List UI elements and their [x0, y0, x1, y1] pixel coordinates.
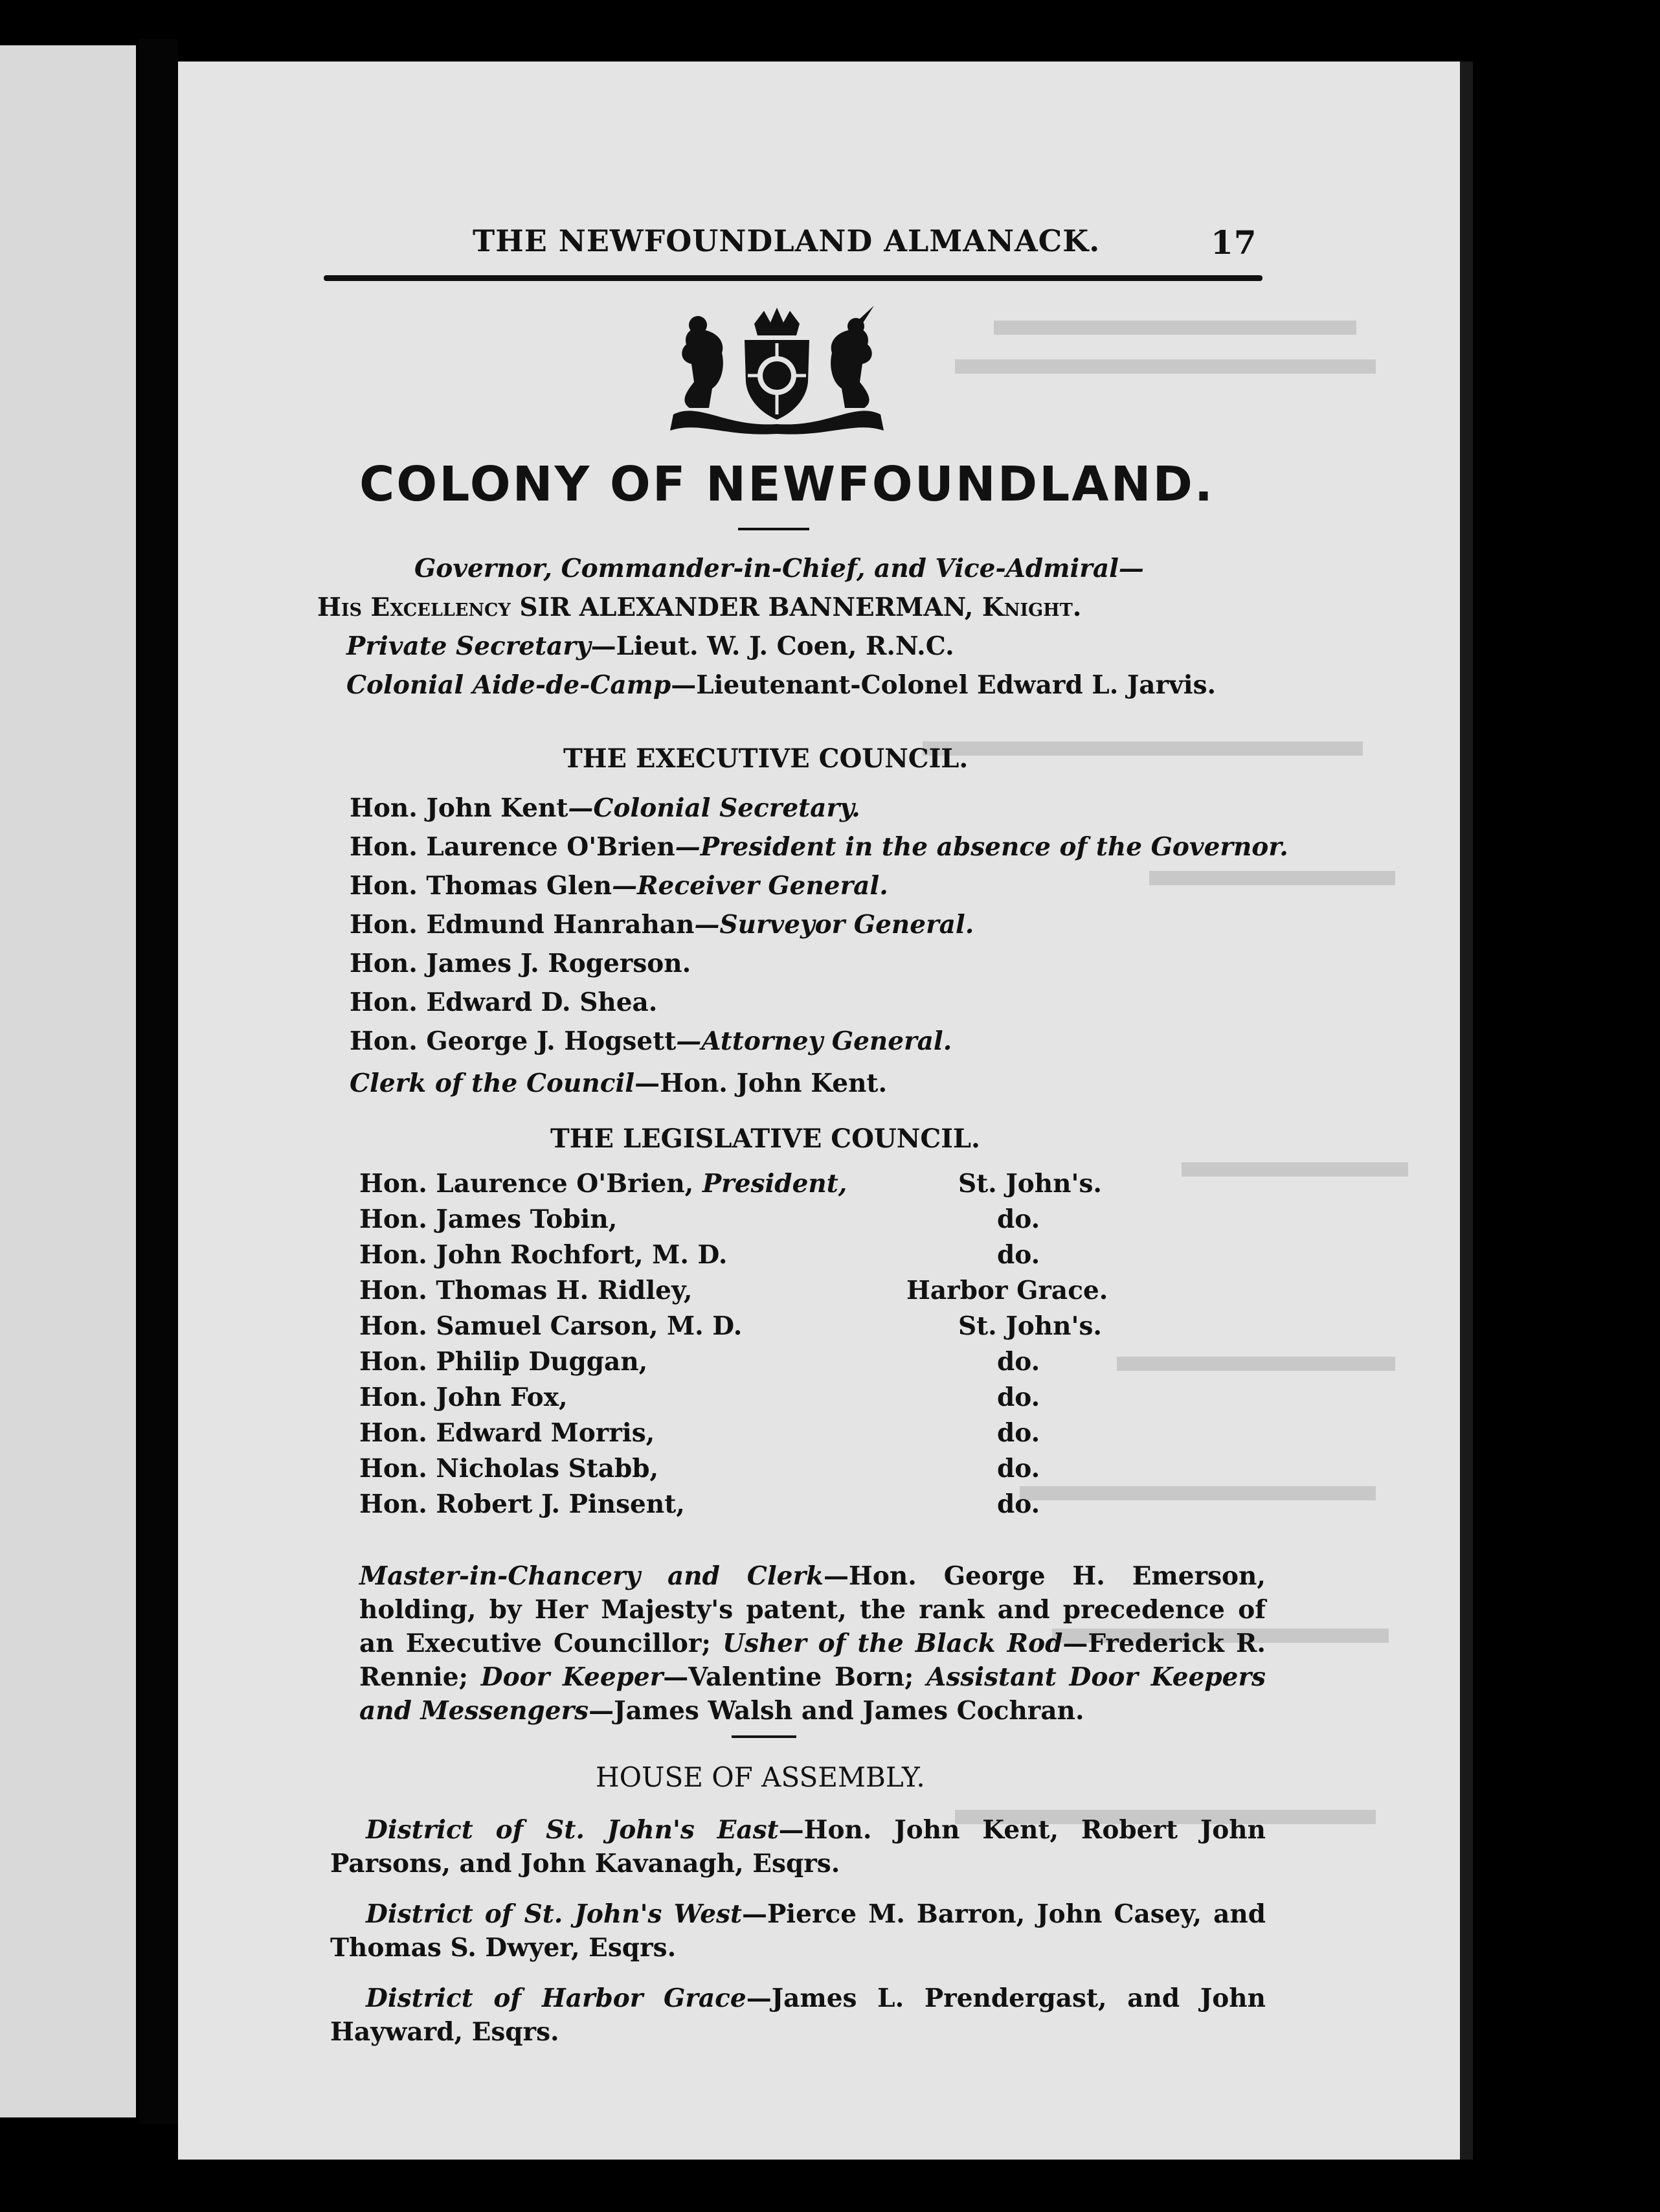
district-entry: [330, 1981, 1266, 2049]
executive-council-member: [350, 1026, 952, 1056]
page-title: COLONY OF NEWFOUNDLAND.: [359, 457, 1215, 512]
assistant-text: —James Walsh and James Cochran.: [589, 1696, 1084, 1726]
member-role: —President in the absence of the Governor.: [675, 832, 1288, 862]
legislative-council-heading: THE LEGISLATIVE COUNCIL.: [550, 1123, 980, 1154]
member-place: do.: [997, 1454, 1040, 1484]
legislative-council-member: [359, 1276, 692, 1305]
member-role: —Surveyor General.: [694, 910, 974, 940]
district-entry: [330, 1897, 1266, 1965]
legislative-council-member: [359, 1382, 568, 1412]
page-spine: [1460, 62, 1473, 2160]
member-name: Hon. Thomas H. Ridley,: [359, 1276, 693, 1305]
private-secretary-line: [346, 631, 954, 661]
member-role: —Colonial Secretary.: [568, 793, 860, 823]
member-name: Hon. Nicholas Stabb,: [359, 1454, 659, 1484]
legislative-council-member: [359, 1169, 847, 1199]
member-name: Hon. Laurence O'Brien,: [359, 1169, 702, 1199]
member-name: Hon. Robert J. Pinsent,: [359, 1489, 685, 1519]
legislative-council-member: [359, 1454, 658, 1484]
district-members: —Pierce M. Barron, John Casey, and Thomas S. Dwyer, Esqrs.: [330, 1899, 1266, 1963]
member-place: do.: [997, 1382, 1040, 1412]
member-name: Hon. John Rochfort, M. D.: [359, 1240, 728, 1270]
clerk-line: [350, 1068, 887, 1098]
member-name: Hon. James J. Rogerson.: [350, 949, 691, 978]
member-place: do.: [997, 1489, 1040, 1519]
governor-heading: Governor, Commander-in-Chief, and Vice-Admiral—: [414, 554, 1144, 583]
member-name: Hon. George J. Hogsett: [350, 1026, 677, 1056]
legislative-council-member: [359, 1489, 685, 1519]
clerk: —Hon. John Kent.: [634, 1068, 888, 1098]
header-rule: [324, 275, 1262, 281]
door-text: —Valentine Born;: [663, 1662, 927, 1692]
member-place: St. John's.: [958, 1169, 1102, 1199]
member-place: St. John's.: [958, 1311, 1102, 1341]
member-role: —Receiver General.: [612, 871, 888, 901]
member-name: Hon. Edward D. Shea.: [350, 988, 658, 1017]
door-label: Door Keeper: [480, 1662, 664, 1692]
member-name: Hon. Samuel Carson, M. D.: [359, 1311, 743, 1341]
executive-council-member: [350, 871, 888, 901]
member-place: Harbor Grace.: [906, 1276, 1108, 1305]
gutter-shadow: [139, 39, 178, 2124]
executive-council-member: [350, 793, 860, 823]
executive-council-member: [350, 910, 974, 940]
district-members: —James L. Prendergast, and John Hayward, Esqrs.: [330, 1983, 1266, 2047]
usher-label: Usher of the Black Rod: [722, 1629, 1063, 1658]
member-role: President,: [702, 1169, 847, 1199]
member-name: Hon. Thomas Glen: [350, 871, 612, 901]
executive-council-member: [350, 832, 1288, 862]
private-secretary-label: Private Secretary: [346, 631, 591, 661]
member-name: Hon. James Tobin,: [359, 1204, 618, 1234]
page-number: 17: [1211, 223, 1257, 262]
legislative-council-member: [359, 1311, 742, 1341]
private-secretary: —Lieut. W. J. Coen, R.N.C.: [590, 631, 954, 661]
executive-council-member: [350, 949, 691, 978]
member-name: Hon. Edmund Hanrahan: [350, 910, 695, 940]
member-name: Hon. Edward Morris,: [359, 1418, 655, 1448]
governor-name: SIR ALEXANDER BANNERMAN,: [519, 592, 974, 622]
legislative-council-member: [359, 1347, 647, 1377]
member-role: —Attorney General.: [676, 1026, 952, 1056]
member-name: Hon. John Kent: [350, 793, 568, 823]
district-label: District of Harbor Grace: [366, 1983, 746, 2013]
aide-label: Colonial Aide-de-Camp: [346, 670, 671, 700]
clerk-label: Clerk of the Council: [350, 1068, 635, 1098]
district-label: District of St. John's East: [366, 1815, 779, 1845]
legislative-council-member: [359, 1204, 617, 1234]
member-place: do.: [997, 1418, 1040, 1448]
divider: [732, 1735, 796, 1738]
house-of-assembly-heading: HOUSE OF ASSEMBLY.: [596, 1761, 925, 1793]
assistant-label: Assistant Door Keepers and Messengers: [359, 1662, 1266, 1726]
royal-coat-of-arms-icon: [660, 304, 893, 440]
header-title: THE NEWFOUNDLAND ALMANACK.: [473, 223, 1101, 258]
member-place: do.: [997, 1204, 1040, 1234]
legislative-council-member: [359, 1240, 728, 1270]
usher-text: —Frederick R. Rennie;: [359, 1629, 1266, 1692]
executive-council-member: [350, 988, 657, 1017]
divider: [738, 528, 809, 530]
district-entry: [330, 1813, 1266, 1880]
governor-line: [317, 592, 1081, 622]
district-label: District of St. John's West: [366, 1899, 742, 1929]
governor-title-suffix: Knight.: [981, 592, 1082, 622]
member-place: do.: [997, 1347, 1040, 1377]
member-name: Hon. Philip Duggan,: [359, 1347, 648, 1377]
district-members: —Hon. John Kent, Robert John Parsons, and John Kavanagh, Esqrs.: [330, 1815, 1266, 1879]
member-place: do.: [997, 1240, 1040, 1270]
member-name: Hon. Laurence O'Brien: [350, 832, 675, 862]
executive-council-heading: THE EXECUTIVE COUNCIL.: [563, 743, 969, 774]
aide-line: [346, 670, 1216, 700]
aide: —Lieutenant-Colonel Edward L. Jarvis.: [671, 670, 1217, 700]
facing-page-edge: [0, 45, 136, 2117]
master-label: Master-in-Chancery and Clerk: [359, 1561, 824, 1591]
master-text: —Hon. George H. Emerson, holding, by Her Majesty's patent, the rank and precedence of an Executive Councillor;: [359, 1561, 1266, 1658]
legislative-council-member: [359, 1418, 655, 1448]
member-name: Hon. John Fox,: [359, 1382, 568, 1412]
governor-title-prefix: His Excellency: [317, 592, 511, 622]
legislative-officers-paragraph: [359, 1559, 1266, 1728]
